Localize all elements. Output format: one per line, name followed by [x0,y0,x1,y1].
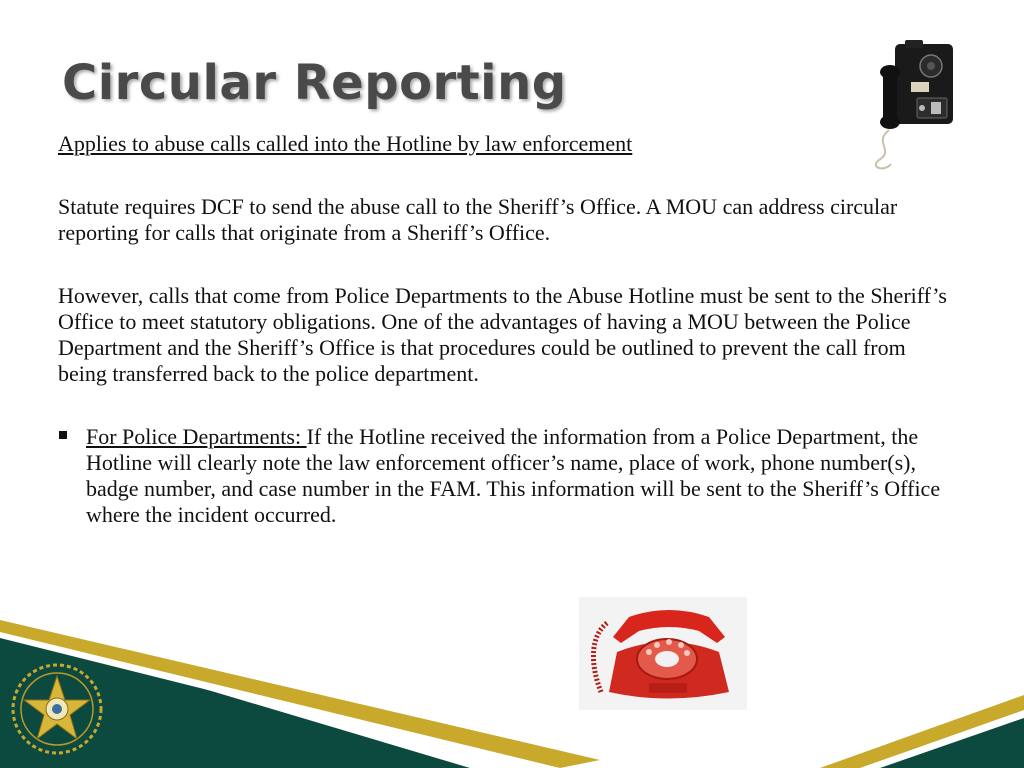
square-bullet-icon [59,431,67,439]
bullet-item [58,424,958,528]
slide-body [58,131,958,528]
bullet-text: If the Hotline received the information from a Police Department, the Hotline will clearly note the law enforcement officer’s name, place of work, phone number(s), badge number, and case number in the FAM. This information will be sent to the Sheriff’s Office where the incident occurred. [86,424,941,527]
sheriff-star-seal-icon [10,662,104,756]
rotary-telephone-icon [579,597,747,710]
footer-decoration [0,610,1024,768]
bullet-heading: For Police Departments: [86,424,307,449]
paragraph-statute: Statute requires DCF to send the abuse call to the Sheriff’s Office. A MOU can address circular reporting for calls that originate from a Sheriff’s Office. [58,194,898,245]
paragraph-police-departments: However, calls that come from Police Departments to the Abuse Hotline must be sent to the Sheriff’s Office to meet statutory obligations. One of the advantages of having a MOU between the Police Department and the Sheriff’s Office is that procedures could be outlined to prevent the call from being transferred back to the police department. [58,283,947,386]
subtitle: Applies to abuse calls called into the Hotline by law enforcement [58,131,633,156]
page-title: Circular Reporting [62,55,567,111]
